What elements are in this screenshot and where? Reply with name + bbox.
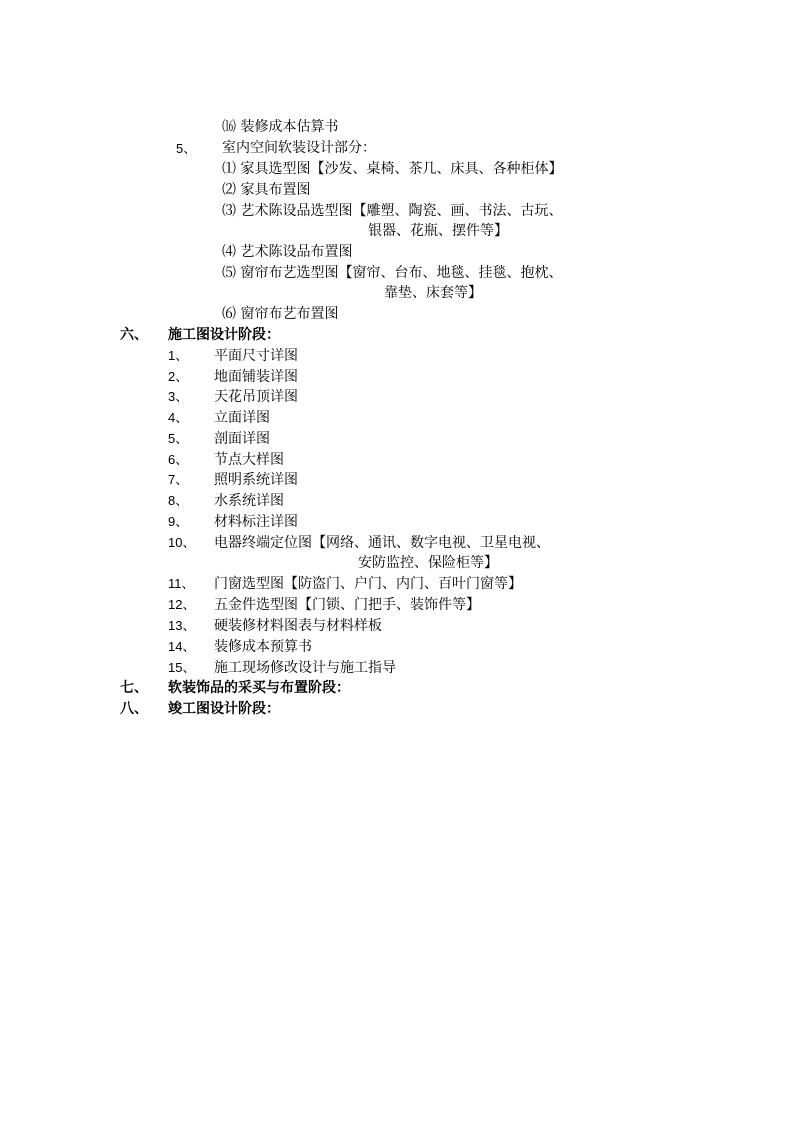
- list-item: 硬装修材料图表与材料样板: [214, 618, 382, 634]
- list-item: 五金件选型图【门锁、门把手、装饰件等】: [214, 597, 480, 613]
- phase-7-title: 软装饰品的采买与布置阶段：: [168, 680, 350, 696]
- list-item: ⑵ 家具布置图: [222, 182, 311, 198]
- item-number: 12、: [168, 597, 196, 612]
- list-item: ⑸ 窗帘布艺选型图【窗帘、台布、地毯、挂毯、抱枕、: [222, 265, 563, 281]
- list-item: ⑴ 家具选型图【沙发、桌椅、茶几、床具、各种柜体】: [222, 161, 563, 177]
- list-item-16: ⒃ 装修成本估算书: [222, 119, 339, 135]
- list-item: 地面铺装详图: [214, 369, 298, 385]
- list-item-continuation: 银器、花瓶、摆件等】: [368, 223, 508, 239]
- item-number: 11、: [168, 576, 195, 591]
- item-number: 6、: [168, 452, 189, 467]
- item-number: 1、: [168, 348, 189, 363]
- list-item: 材料标注详图: [214, 514, 298, 530]
- phase-7-number: 七、: [120, 680, 148, 696]
- list-item: 平面尺寸详图: [214, 348, 298, 364]
- section-5-number: 5、: [176, 141, 197, 156]
- item-number: 14、: [168, 639, 196, 654]
- list-item: 水系统详图: [214, 493, 284, 509]
- list-item: 照明系统详图: [214, 472, 298, 488]
- list-item: 门窗选型图【防盗门、户门、内门、百叶门窗等】: [214, 576, 522, 592]
- list-item-continuation: 安防监控、保险柜等】: [358, 555, 498, 571]
- list-item-continuation: 靠垫、床套等】: [384, 285, 482, 301]
- item-number: 3、: [168, 389, 189, 404]
- list-item: 节点大样图: [214, 452, 284, 468]
- item-number: 13、: [168, 618, 196, 633]
- list-item: 剖面详图: [214, 431, 270, 447]
- list-item: 天花吊顶详图: [214, 389, 298, 405]
- item-number: 5、: [168, 431, 189, 446]
- item-number: 9、: [168, 514, 189, 529]
- section-5-title: 室内空间软装设计部分：: [222, 140, 376, 156]
- list-item: 施工现场修改设计与施工指导: [214, 660, 396, 676]
- item-number: 15、: [168, 660, 196, 675]
- item-number: 4、: [168, 410, 189, 425]
- phase-6-title: 施工图设计阶段：: [168, 327, 280, 343]
- list-item: ⑷ 艺术陈设品布置图: [222, 244, 353, 260]
- item-number: 8、: [168, 493, 189, 508]
- phase-8-number: 八、: [120, 701, 148, 717]
- list-item: ⑹ 窗帘布艺布置图: [222, 306, 339, 322]
- item-number: 10、: [168, 535, 196, 550]
- item-number: 7、: [168, 472, 189, 487]
- phase-8-title: 竣工图设计阶段：: [168, 701, 280, 717]
- list-item: 立面详图: [214, 410, 270, 426]
- list-item: 电器终端定位图【网络、通讯、数字电视、卫星电视、: [214, 535, 550, 551]
- list-item: ⑶ 艺术陈设品选型图【雕塑、陶瓷、画、书法、古玩、: [222, 203, 563, 219]
- phase-6-number: 六、: [120, 327, 148, 343]
- list-item: 装修成本预算书: [214, 639, 312, 655]
- item-number: 2、: [168, 369, 189, 384]
